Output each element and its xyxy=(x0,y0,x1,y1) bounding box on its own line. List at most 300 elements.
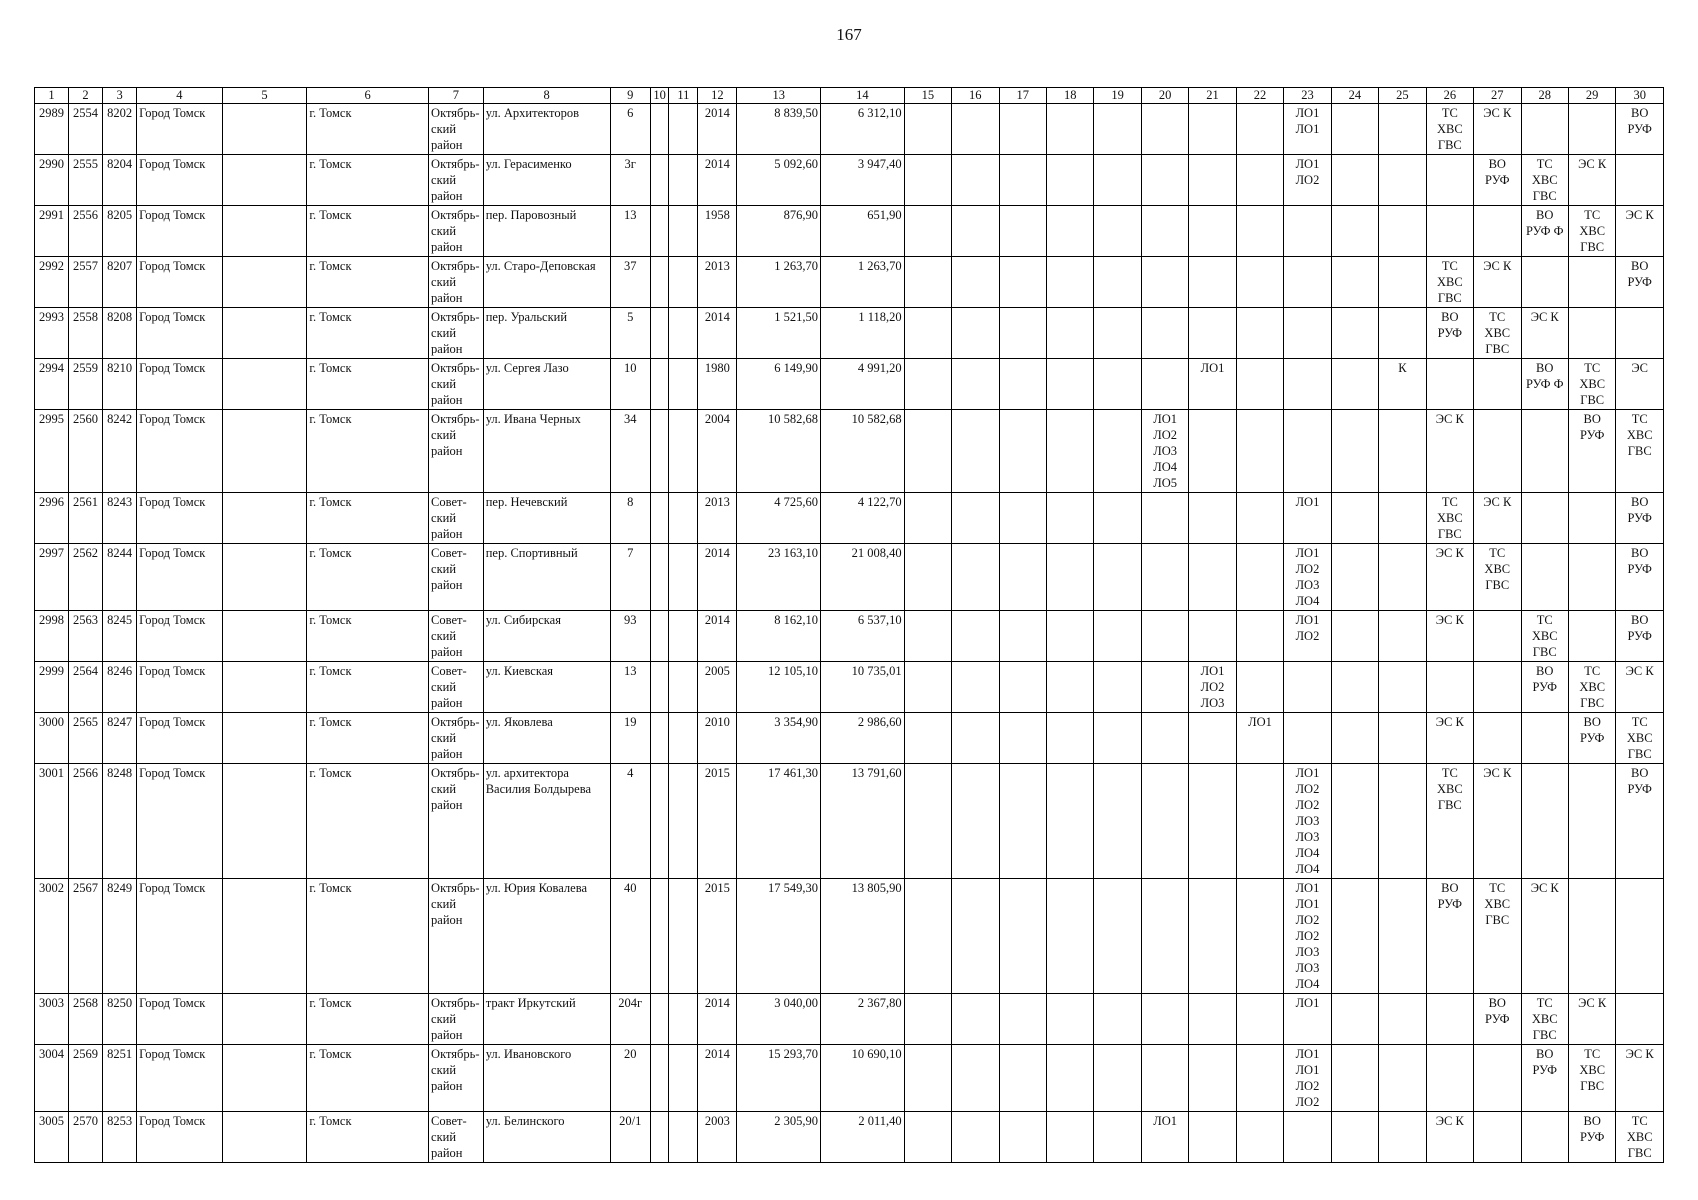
cell-col-22 xyxy=(1236,493,1283,544)
table-row xyxy=(35,662,1664,713)
cell-house-number: 6 xyxy=(610,104,650,155)
cell-col-26: ЭС К xyxy=(1426,713,1473,764)
cell-col-18 xyxy=(1046,544,1093,611)
cell-col-19 xyxy=(1094,493,1141,544)
cell-col-16 xyxy=(952,257,999,308)
cell-col-26: ТС ХВС ГВС xyxy=(1426,104,1473,155)
cell-locality: г. Томск xyxy=(307,410,429,493)
cell-building xyxy=(650,104,669,155)
cell-col-24 xyxy=(1331,879,1378,994)
cell-col-16 xyxy=(952,544,999,611)
column-header-22: 22 xyxy=(1236,88,1283,104)
cell-col-24 xyxy=(1331,544,1378,611)
cell-col-28: ЭС К xyxy=(1521,308,1568,359)
cell-col-16 xyxy=(952,493,999,544)
cell-row-number: 3000 xyxy=(35,713,69,764)
cell-house-id: 8247 xyxy=(103,713,137,764)
cell-total-area: 12 105,10 xyxy=(737,662,821,713)
cell-col-18 xyxy=(1046,611,1093,662)
cell-locality: г. Томск xyxy=(307,611,429,662)
cell-year: 2005 xyxy=(698,662,737,713)
cell-col-21 xyxy=(1189,155,1236,206)
cell-locality: г. Томск xyxy=(307,308,429,359)
cell-col-25: К xyxy=(1379,359,1426,410)
cell-col-18 xyxy=(1046,994,1093,1045)
cell-house-number: 3г xyxy=(610,155,650,206)
cell-col-19 xyxy=(1094,1112,1141,1163)
cell-house-number: 19 xyxy=(610,713,650,764)
cell-liter xyxy=(669,764,698,879)
cell-municipality: Город Томск xyxy=(137,544,223,611)
cell-col-26 xyxy=(1426,1045,1473,1112)
cell-col-27 xyxy=(1474,359,1521,410)
cell-settlement xyxy=(222,994,307,1045)
cell-col-20 xyxy=(1141,1045,1188,1112)
cell-liter xyxy=(669,257,698,308)
cell-col-18 xyxy=(1046,359,1093,410)
cell-municipality: Город Томск xyxy=(137,104,223,155)
cell-col-24 xyxy=(1331,713,1378,764)
cell-building xyxy=(650,308,669,359)
cell-col-26: ЭС К xyxy=(1426,544,1473,611)
cell-col-18 xyxy=(1046,410,1093,493)
table-row xyxy=(35,359,1664,410)
cell-col-18 xyxy=(1046,155,1093,206)
cell-col-16 xyxy=(952,713,999,764)
cell-col-22 xyxy=(1236,359,1283,410)
cell-col-29: ВО РУФ xyxy=(1568,713,1615,764)
cell-house-number: 13 xyxy=(610,206,650,257)
cell-house-number: 20/1 xyxy=(610,1112,650,1163)
cell-district: Совет- ский район xyxy=(429,611,484,662)
cell-row-number: 2999 xyxy=(35,662,69,713)
cell-col-30: ЭС xyxy=(1616,359,1664,410)
cell-col-17 xyxy=(999,879,1046,994)
cell-reg-number: 2568 xyxy=(69,994,103,1045)
cell-col-25 xyxy=(1379,308,1426,359)
cell-col-24 xyxy=(1331,206,1378,257)
cell-living-area: 651,90 xyxy=(821,206,905,257)
column-header-4: 4 xyxy=(137,88,223,104)
cell-col-30 xyxy=(1616,879,1664,994)
cell-col-28: ТС ХВС ГВС xyxy=(1521,611,1568,662)
cell-total-area: 3 354,90 xyxy=(737,713,821,764)
cell-year: 1958 xyxy=(698,206,737,257)
cell-col-28: ВО РУФ xyxy=(1521,1045,1568,1112)
cell-col-30: ЭС К xyxy=(1616,206,1664,257)
cell-living-area: 2 986,60 xyxy=(821,713,905,764)
cell-col-23 xyxy=(1284,206,1331,257)
cell-row-number: 2993 xyxy=(35,308,69,359)
cell-col-23: ЛО1 ЛО2 xyxy=(1284,611,1331,662)
cell-col-21 xyxy=(1189,764,1236,879)
cell-col-24 xyxy=(1331,257,1378,308)
cell-building xyxy=(650,410,669,493)
cell-municipality: Город Томск xyxy=(137,155,223,206)
cell-building xyxy=(650,493,669,544)
cell-col-30: ВО РУФ xyxy=(1616,104,1664,155)
cell-col-23 xyxy=(1284,1112,1331,1163)
cell-col-29 xyxy=(1568,764,1615,879)
column-header-6: 6 xyxy=(307,88,429,104)
cell-col-25 xyxy=(1379,544,1426,611)
cell-living-area: 21 008,40 xyxy=(821,544,905,611)
cell-liter xyxy=(669,611,698,662)
cell-row-number: 2992 xyxy=(35,257,69,308)
cell-col-25 xyxy=(1379,1045,1426,1112)
cell-col-22 xyxy=(1236,155,1283,206)
cell-col-22 xyxy=(1236,410,1283,493)
cell-col-25 xyxy=(1379,994,1426,1045)
cell-col-26: ЭС К xyxy=(1426,410,1473,493)
cell-total-area: 3 040,00 xyxy=(737,994,821,1045)
cell-house-id: 8242 xyxy=(103,410,137,493)
cell-col-16 xyxy=(952,994,999,1045)
cell-year: 2014 xyxy=(698,308,737,359)
column-header-10: 10 xyxy=(650,88,669,104)
cell-liter xyxy=(669,359,698,410)
cell-col-30 xyxy=(1616,994,1664,1045)
cell-house-number: 13 xyxy=(610,662,650,713)
cell-col-30: ВО РУФ xyxy=(1616,544,1664,611)
cell-col-24 xyxy=(1331,1045,1378,1112)
cell-col-21 xyxy=(1189,410,1236,493)
cell-municipality: Город Томск xyxy=(137,994,223,1045)
cell-col-28 xyxy=(1521,257,1568,308)
cell-col-18 xyxy=(1046,1045,1093,1112)
cell-col-29: ТС ХВС ГВС xyxy=(1568,206,1615,257)
cell-house-number: 20 xyxy=(610,1045,650,1112)
cell-reg-number: 2555 xyxy=(69,155,103,206)
cell-house-id: 8243 xyxy=(103,493,137,544)
cell-street: ул. архитектора Василия Болдырева xyxy=(483,764,610,879)
cell-col-17 xyxy=(999,713,1046,764)
cell-year: 2015 xyxy=(698,879,737,994)
cell-col-25 xyxy=(1379,206,1426,257)
cell-reg-number: 2570 xyxy=(69,1112,103,1163)
cell-col-23 xyxy=(1284,662,1331,713)
cell-col-23: ЛО1 ЛО1 ЛО2 ЛО2 ЛО3 ЛО3 ЛО4 xyxy=(1284,879,1331,994)
cell-liter xyxy=(669,493,698,544)
cell-house-number: 37 xyxy=(610,257,650,308)
cell-col-20 xyxy=(1141,662,1188,713)
cell-col-16 xyxy=(952,1045,999,1112)
cell-building xyxy=(650,879,669,994)
table-row xyxy=(35,410,1664,493)
cell-col-24 xyxy=(1331,1112,1378,1163)
table-row xyxy=(35,104,1664,155)
column-header-21: 21 xyxy=(1189,88,1236,104)
cell-year: 2014 xyxy=(698,104,737,155)
cell-col-30 xyxy=(1616,155,1664,206)
cell-col-17 xyxy=(999,257,1046,308)
cell-year: 2014 xyxy=(698,994,737,1045)
cell-street: тракт Иркутский xyxy=(483,994,610,1045)
cell-col-22 xyxy=(1236,257,1283,308)
cell-col-16 xyxy=(952,155,999,206)
cell-col-29: ВО РУФ xyxy=(1568,1112,1615,1163)
cell-settlement xyxy=(222,206,307,257)
cell-settlement xyxy=(222,662,307,713)
cell-col-15 xyxy=(904,879,951,994)
cell-locality: г. Томск xyxy=(307,155,429,206)
column-header-27: 27 xyxy=(1474,88,1521,104)
cell-col-27 xyxy=(1474,1112,1521,1163)
cell-liter xyxy=(669,155,698,206)
cell-col-21 xyxy=(1189,1112,1236,1163)
cell-col-20: ЛО1 ЛО2 ЛО3 ЛО4 ЛО5 xyxy=(1141,410,1188,493)
cell-col-28 xyxy=(1521,1112,1568,1163)
cell-col-29: ВО РУФ xyxy=(1568,410,1615,493)
column-header-7: 7 xyxy=(429,88,484,104)
cell-col-24 xyxy=(1331,155,1378,206)
cell-reg-number: 2565 xyxy=(69,713,103,764)
cell-col-23 xyxy=(1284,257,1331,308)
cell-col-18 xyxy=(1046,1112,1093,1163)
cell-col-28: ЭС К xyxy=(1521,879,1568,994)
cell-settlement xyxy=(222,257,307,308)
cell-col-29 xyxy=(1568,104,1615,155)
cell-col-30: ТС ХВС ГВС xyxy=(1616,410,1664,493)
cell-locality: г. Томск xyxy=(307,206,429,257)
cell-col-20 xyxy=(1141,155,1188,206)
cell-col-29: ТС ХВС ГВС xyxy=(1568,1045,1615,1112)
cell-house-id: 8207 xyxy=(103,257,137,308)
cell-street: ул. Яковлева xyxy=(483,713,610,764)
column-header-25: 25 xyxy=(1379,88,1426,104)
cell-col-19 xyxy=(1094,879,1141,994)
cell-col-28 xyxy=(1521,410,1568,493)
cell-col-30: ТС ХВС ГВС xyxy=(1616,713,1664,764)
cell-house-id: 8244 xyxy=(103,544,137,611)
cell-row-number: 2991 xyxy=(35,206,69,257)
cell-total-area: 8 839,50 xyxy=(737,104,821,155)
cell-col-21 xyxy=(1189,308,1236,359)
cell-col-27: ТС ХВС ГВС xyxy=(1474,308,1521,359)
cell-row-number: 2990 xyxy=(35,155,69,206)
cell-col-28 xyxy=(1521,493,1568,544)
cell-col-21 xyxy=(1189,257,1236,308)
cell-col-22 xyxy=(1236,662,1283,713)
column-header-12: 12 xyxy=(698,88,737,104)
cell-col-15 xyxy=(904,764,951,879)
cell-col-27: ВО РУФ xyxy=(1474,994,1521,1045)
cell-building xyxy=(650,359,669,410)
cell-house-number: 93 xyxy=(610,611,650,662)
cell-street: ул. Юрия Ковалева xyxy=(483,879,610,994)
cell-reg-number: 2563 xyxy=(69,611,103,662)
cell-reg-number: 2566 xyxy=(69,764,103,879)
cell-row-number: 3004 xyxy=(35,1045,69,1112)
cell-locality: г. Томск xyxy=(307,257,429,308)
cell-col-20 xyxy=(1141,544,1188,611)
cell-total-area: 23 163,10 xyxy=(737,544,821,611)
cell-col-20 xyxy=(1141,713,1188,764)
cell-col-19 xyxy=(1094,1045,1141,1112)
column-header-24: 24 xyxy=(1331,88,1378,104)
cell-col-19 xyxy=(1094,155,1141,206)
cell-building xyxy=(650,155,669,206)
cell-house-number: 5 xyxy=(610,308,650,359)
cell-total-area: 4 725,60 xyxy=(737,493,821,544)
cell-col-17 xyxy=(999,1045,1046,1112)
cell-municipality: Город Томск xyxy=(137,713,223,764)
cell-municipality: Город Томск xyxy=(137,493,223,544)
column-header-29: 29 xyxy=(1568,88,1615,104)
cell-settlement xyxy=(222,359,307,410)
cell-col-19 xyxy=(1094,410,1141,493)
cell-col-28: ВО РУФ Ф xyxy=(1521,206,1568,257)
cell-liter xyxy=(669,1045,698,1112)
cell-house-id: 8253 xyxy=(103,1112,137,1163)
cell-district: Октябрь- ский район xyxy=(429,155,484,206)
cell-col-18 xyxy=(1046,257,1093,308)
cell-building xyxy=(650,1045,669,1112)
cell-locality: г. Томск xyxy=(307,764,429,879)
cell-col-23 xyxy=(1284,308,1331,359)
table-row xyxy=(35,764,1664,879)
cell-col-17 xyxy=(999,662,1046,713)
cell-col-26 xyxy=(1426,994,1473,1045)
cell-district: Октябрь- ский район xyxy=(429,308,484,359)
cell-col-27: ЭС К xyxy=(1474,493,1521,544)
table-row xyxy=(35,611,1664,662)
cell-district: Октябрь- ский район xyxy=(429,206,484,257)
cell-col-16 xyxy=(952,410,999,493)
cell-settlement xyxy=(222,155,307,206)
cell-col-15 xyxy=(904,257,951,308)
cell-col-21 xyxy=(1189,1045,1236,1112)
cell-col-21: ЛО1 xyxy=(1189,359,1236,410)
cell-col-16 xyxy=(952,879,999,994)
cell-municipality: Город Томск xyxy=(137,1045,223,1112)
cell-year: 2004 xyxy=(698,410,737,493)
cell-reg-number: 2558 xyxy=(69,308,103,359)
cell-col-26: ТС ХВС ГВС xyxy=(1426,493,1473,544)
cell-liter xyxy=(669,713,698,764)
column-header-9: 9 xyxy=(610,88,650,104)
cell-col-27 xyxy=(1474,1045,1521,1112)
cell-col-16 xyxy=(952,206,999,257)
cell-col-19 xyxy=(1094,544,1141,611)
cell-col-22 xyxy=(1236,308,1283,359)
cell-col-29 xyxy=(1568,611,1615,662)
cell-col-26 xyxy=(1426,359,1473,410)
cell-total-area: 15 293,70 xyxy=(737,1045,821,1112)
cell-col-30: ТС ХВС ГВС xyxy=(1616,1112,1664,1163)
cell-col-22 xyxy=(1236,611,1283,662)
cell-col-27: ТС ХВС ГВС xyxy=(1474,544,1521,611)
cell-living-area: 2 367,80 xyxy=(821,994,905,1045)
cell-row-number: 3001 xyxy=(35,764,69,879)
cell-year: 2014 xyxy=(698,611,737,662)
cell-col-25 xyxy=(1379,155,1426,206)
cell-liter xyxy=(669,1112,698,1163)
cell-col-26: ВО РУФ xyxy=(1426,879,1473,994)
cell-street: ул. Ивановского xyxy=(483,1045,610,1112)
cell-col-28 xyxy=(1521,544,1568,611)
cell-col-17 xyxy=(999,359,1046,410)
table-row xyxy=(35,1045,1664,1112)
cell-col-24 xyxy=(1331,764,1378,879)
cell-locality: г. Томск xyxy=(307,879,429,994)
cell-col-24 xyxy=(1331,611,1378,662)
cell-col-19 xyxy=(1094,308,1141,359)
cell-col-26: ТС ХВС ГВС xyxy=(1426,257,1473,308)
cell-col-19 xyxy=(1094,257,1141,308)
cell-municipality: Город Томск xyxy=(137,611,223,662)
column-header-26: 26 xyxy=(1426,88,1473,104)
cell-total-area: 1 263,70 xyxy=(737,257,821,308)
cell-col-23: ЛО1 ЛО2 ЛО2 ЛО3 ЛО3 ЛО4 ЛО4 xyxy=(1284,764,1331,879)
cell-street: пер. Нечевский xyxy=(483,493,610,544)
cell-col-30 xyxy=(1616,308,1664,359)
cell-district: Октябрь- ский район xyxy=(429,359,484,410)
cell-living-area: 3 947,40 xyxy=(821,155,905,206)
cell-row-number: 3002 xyxy=(35,879,69,994)
cell-street: пер. Спортивный xyxy=(483,544,610,611)
cell-building xyxy=(650,713,669,764)
cell-year: 2014 xyxy=(698,155,737,206)
cell-total-area: 17 461,30 xyxy=(737,764,821,879)
cell-col-27 xyxy=(1474,206,1521,257)
cell-house-id: 8250 xyxy=(103,994,137,1045)
cell-building xyxy=(650,206,669,257)
column-header-8: 8 xyxy=(483,88,610,104)
cell-settlement xyxy=(222,410,307,493)
cell-col-30: ЭС К xyxy=(1616,662,1664,713)
cell-building xyxy=(650,544,669,611)
cell-municipality: Город Томск xyxy=(137,662,223,713)
cell-col-28 xyxy=(1521,104,1568,155)
cell-col-17 xyxy=(999,493,1046,544)
cell-building xyxy=(650,764,669,879)
cell-col-21 xyxy=(1189,544,1236,611)
cell-liter xyxy=(669,308,698,359)
column-header-16: 16 xyxy=(952,88,999,104)
cell-street: ул. Сибирская xyxy=(483,611,610,662)
cell-col-22 xyxy=(1236,104,1283,155)
cell-reg-number: 2556 xyxy=(69,206,103,257)
cell-col-25 xyxy=(1379,662,1426,713)
cell-col-23: ЛО1 ЛО1 ЛО2 ЛО2 xyxy=(1284,1045,1331,1112)
cell-district: Октябрь- ский район xyxy=(429,257,484,308)
cell-reg-number: 2564 xyxy=(69,662,103,713)
cell-locality: г. Томск xyxy=(307,1112,429,1163)
cell-liter xyxy=(669,544,698,611)
cell-col-20: ЛО1 xyxy=(1141,1112,1188,1163)
cell-municipality: Город Томск xyxy=(137,257,223,308)
cell-street: ул. Ивана Черных xyxy=(483,410,610,493)
cell-col-25 xyxy=(1379,713,1426,764)
cell-locality: г. Томск xyxy=(307,544,429,611)
cell-col-29: ТС ХВС ГВС xyxy=(1568,662,1615,713)
cell-total-area: 8 162,10 xyxy=(737,611,821,662)
cell-col-28 xyxy=(1521,764,1568,879)
cell-col-19 xyxy=(1094,713,1141,764)
cell-col-27 xyxy=(1474,410,1521,493)
cell-col-21 xyxy=(1189,104,1236,155)
cell-col-29: ЭС К xyxy=(1568,155,1615,206)
cell-col-15 xyxy=(904,206,951,257)
cell-col-17 xyxy=(999,764,1046,879)
cell-house-id: 8204 xyxy=(103,155,137,206)
cell-col-30: ВО РУФ xyxy=(1616,764,1664,879)
cell-street: ул. Герасименко xyxy=(483,155,610,206)
cell-year: 2013 xyxy=(698,493,737,544)
cell-row-number: 2994 xyxy=(35,359,69,410)
table-row xyxy=(35,155,1664,206)
